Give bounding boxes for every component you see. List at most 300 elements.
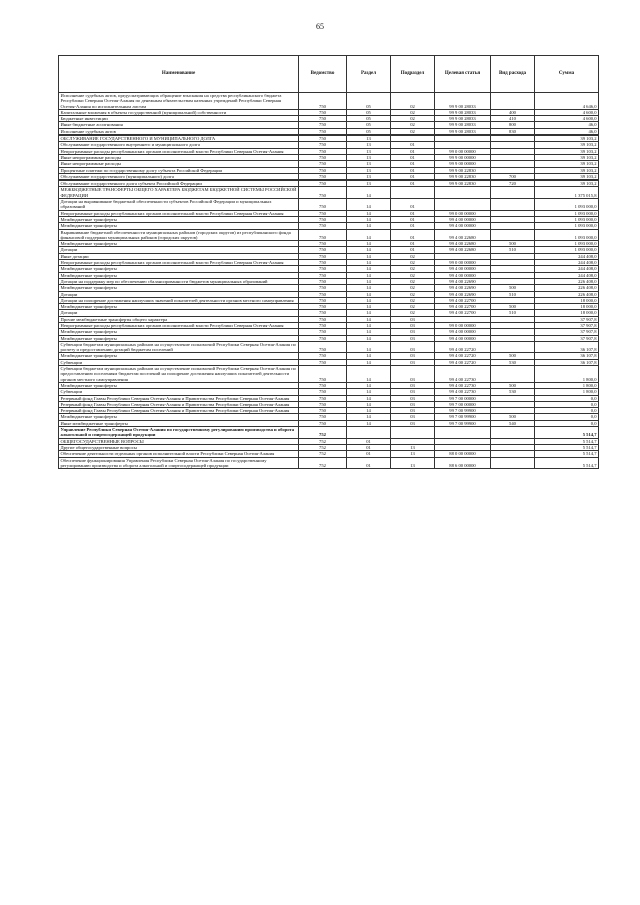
cell-name: Субвенции бюджетам муниципальных районов на осуществление полномочий Республики Северная Осетия-Алания по расчету и предоставлению дотаций бюджетам поселений [59, 341, 299, 353]
cell-subsection: 03 [391, 408, 435, 414]
cell-section: 05 [347, 93, 391, 110]
cell-target: 99 0 00 00000 [435, 260, 491, 266]
cell-subsection: 02 [391, 266, 435, 272]
cell-amount: 244 408,0 [535, 272, 599, 278]
cell-section: 13 [347, 136, 391, 142]
cell-subsection: 01 [391, 181, 435, 187]
cell-target: 99 4 00 22700 [435, 304, 491, 310]
cell-subsection: 03 [391, 341, 435, 353]
cell-subsection: 02 [391, 128, 435, 134]
cell-amount: 37 907,8 [535, 316, 599, 322]
cell-amount: 0,0 [535, 395, 599, 401]
cell-subsection: 03 [391, 420, 435, 426]
cell-amount: 37 907,8 [535, 335, 599, 341]
cell-amount: 39 103,2 [535, 148, 599, 154]
cell-target: 99 4 00 00000 [435, 216, 491, 222]
cell-amount: 39 103,2 [535, 181, 599, 187]
cell-ministry: 750 [299, 173, 347, 179]
cell-amount: 226 408,0 [535, 278, 599, 284]
cell-section: 14 [347, 353, 391, 359]
cell-target: 99 4 00 00000 [435, 272, 491, 278]
cell-amount: 36 107,8 [535, 353, 599, 359]
cell-target: 99 9 00 28033 [435, 116, 491, 122]
cell-name: Иные дотации [59, 253, 299, 259]
cell-subsection: 02 [391, 122, 435, 128]
cell-target: 99 9 00 28033 [435, 93, 491, 110]
cell-expense-type: 410 [491, 116, 535, 122]
cell-expense-type: 500 [491, 304, 535, 310]
cell-name: Обеспечение функционирования Управления Республики Северная Осетия-Алания по государственному регулированию производства и оборота алкогольной и спиртосодержащей продукции [59, 457, 299, 469]
cell-ministry: 750 [299, 199, 347, 211]
cell-target: 99 9 00 22830 [435, 167, 491, 173]
cell-section: 14 [347, 401, 391, 407]
cell-amount: 18 000,0 [535, 310, 599, 316]
cell-section: 14 [347, 253, 391, 259]
cell-subsection: 02 [391, 109, 435, 115]
cell-ministry: 750 [299, 241, 347, 247]
cell-subsection: 02 [391, 93, 435, 110]
cell-target: 99 4 00 22680 [435, 241, 491, 247]
cell-subsection: 02 [391, 253, 435, 259]
cell-subsection: 03 [391, 395, 435, 401]
cell-ministry: 750 [299, 316, 347, 322]
cell-section: 13 [347, 142, 391, 148]
cell-section: 14 [347, 223, 391, 229]
cell-name: Дотации на поддержку мер по обеспечению сбалансированности бюджетов муниципальных образований [59, 278, 299, 284]
cell-subsection: 02 [391, 310, 435, 316]
cell-amount: 1 093 000,0 [535, 199, 599, 211]
cell-name: Межбюджетные трансферты [59, 414, 299, 420]
cell-target: 99 4 00 22700 [435, 297, 491, 303]
cell-expense-type: 800 [491, 122, 535, 128]
cell-expense-type: 530 [491, 389, 535, 395]
cell-subsection: 01 [391, 241, 435, 247]
cell-amount: 244 408,0 [535, 253, 599, 259]
cell-target: 99 4 00 22720 [435, 341, 491, 353]
cell-target: 99 9 00 28033 [435, 128, 491, 134]
cell-amount: 5 514,7 [535, 427, 599, 439]
cell-section: 14 [347, 395, 391, 401]
cell-target: 99 4 00 22680 [435, 247, 491, 253]
table-row [59, 457, 599, 469]
cell-target: 99 4 00 22690 [435, 278, 491, 284]
cell-section: 14 [347, 420, 391, 426]
cell-section: 14 [347, 291, 391, 297]
cell-target: 88 6 00 00000 [435, 457, 491, 469]
cell-target: 99 0 00 00000 [435, 148, 491, 154]
cell-ministry: 750 [299, 266, 347, 272]
cell-expense-type: 700 [491, 173, 535, 179]
cell-section: 14 [347, 216, 391, 222]
cell-target: 99 4 00 22720 [435, 353, 491, 359]
cell-section: 14 [347, 260, 391, 266]
cell-amount: 39 103,2 [535, 154, 599, 160]
cell-subsection: 01 [391, 142, 435, 148]
cell-name: Иные непрограммные расходы [59, 154, 299, 160]
cell-section: 14 [347, 359, 391, 365]
cell-section: 14 [347, 278, 391, 284]
cell-ministry: 750 [299, 272, 347, 278]
cell-target: 99 4 00 00000 [435, 223, 491, 229]
cell-subsection: 13 [391, 451, 435, 457]
cell-name: Капитальные вложения в объекты государственной (муниципальной) собственности [59, 109, 299, 115]
cell-amount: 1 800,0 [535, 366, 599, 383]
cell-section: 14 [347, 266, 391, 272]
table-row [59, 93, 599, 110]
cell-section: 13 [347, 161, 391, 167]
cell-subsection: 01 [391, 161, 435, 167]
cell-target [435, 427, 491, 439]
cell-subsection: 03 [391, 389, 435, 395]
cell-ministry: 750 [299, 136, 347, 142]
cell-ministry: 750 [299, 187, 347, 199]
cell-section: 14 [347, 247, 391, 253]
cell-subsection: 03 [391, 401, 435, 407]
cell-name: Непрограммные расходы республиканских органов исполнительной власти Республики Северная Осетия-Алания [59, 260, 299, 266]
cell-section: 14 [347, 310, 391, 316]
cell-target: 99 9 00 22830 [435, 173, 491, 179]
cell-subsection: 03 [391, 329, 435, 335]
table-row [59, 187, 599, 199]
header-section: Раздел [347, 56, 391, 93]
cell-subsection: 01 [391, 229, 435, 241]
cell-ministry: 750 [299, 304, 347, 310]
cell-section: 13 [347, 148, 391, 154]
cell-name: Межбюджетные трансферты [59, 329, 299, 335]
cell-section: 14 [347, 304, 391, 310]
cell-expense-type: 530 [491, 359, 535, 365]
cell-target: 88 0 00 00000 [435, 451, 491, 457]
cell-amount: 37 907,8 [535, 322, 599, 328]
cell-name: Межбюджетные трансферты [59, 285, 299, 291]
cell-ministry: 750 [299, 142, 347, 148]
cell-amount: 36 107,8 [535, 359, 599, 365]
cell-name: Другие общегосударственные вопросы [59, 444, 299, 450]
cell-name: Обеспечение деятельности отдельных органов исполнительной власти Республики Северная Осетия-Алания [59, 451, 299, 457]
cell-name: Резервный фонд Главы Республики Северная Осетия-Алания и Правительства Республики Северная Осетия-Алания [59, 401, 299, 407]
cell-name: Исполнение судебных актов [59, 128, 299, 134]
cell-expense-type: 500 [491, 285, 535, 291]
cell-ministry: 750 [299, 310, 347, 316]
cell-name: Процентные платежи по государственному долгу субъекта Российской Федерации [59, 167, 299, 173]
cell-amount: 226 408,0 [535, 291, 599, 297]
cell-expense-type: 500 [491, 382, 535, 388]
header-expense-type: Вид расхода [491, 56, 535, 93]
cell-amount: 1 800,0 [535, 382, 599, 388]
cell-amount: 5 514,7 [535, 444, 599, 450]
cell-target: 99 4 00 22720 [435, 359, 491, 365]
cell-subsection: 02 [391, 116, 435, 122]
cell-subsection: 01 [391, 148, 435, 154]
cell-target: 99 4 00 22680 [435, 229, 491, 241]
cell-section: 13 [347, 154, 391, 160]
cell-section: 13 [347, 173, 391, 179]
cell-ministry: 750 [299, 128, 347, 134]
cell-amount: 0,0 [535, 414, 599, 420]
table-row [59, 427, 599, 439]
cell-amount: 39 103,2 [535, 161, 599, 167]
table-row [59, 366, 599, 383]
cell-name: ОБСЛУЖИВАНИЕ ГОСУДАРСТВЕННОГО И МУНИЦИПАЛЬНОГО ДОЛГА [59, 136, 299, 142]
cell-amount: 0,0 [535, 401, 599, 407]
cell-amount: 4 646,0 [535, 93, 599, 110]
cell-section: 14 [347, 335, 391, 341]
cell-ministry: 750 [299, 341, 347, 353]
cell-target: 99 9 00 00000 [435, 161, 491, 167]
cell-target: 99 7 00 00000 [435, 401, 491, 407]
cell-subsection: 01 [391, 199, 435, 211]
cell-target: 99 9 00 00000 [435, 154, 491, 160]
cell-target: 99 7 00 99900 [435, 408, 491, 414]
cell-expense-type: 510 [491, 310, 535, 316]
cell-subsection: 02 [391, 260, 435, 266]
cell-target: 99 4 00 22730 [435, 366, 491, 383]
cell-expense-type [491, 187, 535, 199]
cell-ministry: 750 [299, 154, 347, 160]
cell-subsection: 03 [391, 366, 435, 383]
cell-expense-type [491, 457, 535, 469]
cell-ministry: 750 [299, 359, 347, 365]
cell-target: 99 4 00 22690 [435, 291, 491, 297]
cell-subsection: 01 [391, 210, 435, 216]
cell-target: 99 9 00 22830 [435, 181, 491, 187]
cell-name: Иные бюджетные ассигнования [59, 122, 299, 128]
cell-amount: 39 103,2 [535, 142, 599, 148]
cell-name: Резервный фонд Главы Республики Северная Осетия-Алания и Правительства Республики Северная Осетия-Алания [59, 395, 299, 401]
cell-ministry: 750 [299, 382, 347, 388]
cell-amount: 4 600,0 [535, 116, 599, 122]
cell-ministry: 750 [299, 181, 347, 187]
cell-ministry: 750 [299, 285, 347, 291]
cell-amount: 0,0 [535, 408, 599, 414]
cell-ministry: 750 [299, 210, 347, 216]
cell-expense-type: 510 [491, 247, 535, 253]
cell-name: Дотации [59, 291, 299, 297]
cell-name: Межбюджетные трансферты [59, 266, 299, 272]
cell-section: 14 [347, 210, 391, 216]
cell-name: Межбюджетные трансферты [59, 304, 299, 310]
cell-subsection: 01 [391, 173, 435, 179]
cell-section: 05 [347, 116, 391, 122]
cell-ministry: 750 [299, 253, 347, 259]
cell-amount: 46,0 [535, 122, 599, 128]
cell-target [435, 199, 491, 211]
cell-ministry: 750 [299, 278, 347, 284]
cell-amount: 1 093 000,0 [535, 216, 599, 222]
cell-amount: 0,0 [535, 420, 599, 426]
cell-ministry: 750 [299, 401, 347, 407]
cell-expense-type: 400 [491, 109, 535, 115]
cell-target: 99 9 00 28033 [435, 122, 491, 128]
cell-ministry: 750 [299, 297, 347, 303]
cell-name: Межбюджетные трансферты [59, 382, 299, 388]
cell-ministry: 750 [299, 395, 347, 401]
cell-name: Управление Республики Северная Осетия-Алания по государственному регулированию производства и оборота алкогольной и спиртосодержащей продукции [59, 427, 299, 439]
cell-ministry: 750 [299, 109, 347, 115]
cell-expense-type: 500 [491, 241, 535, 247]
header-target: Целевая статья [435, 56, 491, 93]
cell-name: ОБЩЕГОСУДАРСТВЕННЫЕ ВОПРОСЫ [59, 438, 299, 444]
cell-section: 14 [347, 322, 391, 328]
cell-target: 99 7 00 99900 [435, 414, 491, 420]
cell-amount: 18 000,0 [535, 297, 599, 303]
cell-ministry: 750 [299, 389, 347, 395]
cell-name: Дотации на поощрение достижения наилучших значений показателей деятельности органов местного самоуправления [59, 297, 299, 303]
cell-name: Межбюджетные трансферты [59, 241, 299, 247]
cell-subsection: 03 [391, 335, 435, 341]
cell-target: 99 4 00 22730 [435, 389, 491, 395]
cell-ministry: 750 [299, 291, 347, 297]
cell-expense-type [491, 427, 535, 439]
cell-name: Обслуживание государственного внутреннего и муниципального долга [59, 142, 299, 148]
cell-section: 14 [347, 297, 391, 303]
cell-name: МЕЖБЮДЖЕТНЫЕ ТРАНСФЕРТЫ ОБЩЕГО ХАРАКТЕРА БЮДЖЕТАМ БЮДЖЕТНОЙ СИСТЕМЫ РОССИЙСКОЙ ФЕДЕРАЦИИ [59, 187, 299, 199]
cell-subsection: 02 [391, 272, 435, 278]
cell-section [347, 427, 391, 439]
cell-section: 13 [347, 181, 391, 187]
cell-amount: 244 408,0 [535, 266, 599, 272]
cell-amount: 36 107,8 [535, 341, 599, 353]
cell-target: 99 4 00 00000 [435, 266, 491, 272]
cell-name: Межбюджетные трансферты [59, 335, 299, 341]
cell-target: 99 7 00 00000 [435, 395, 491, 401]
cell-ministry: 750 [299, 93, 347, 110]
cell-subsection: 01 [391, 247, 435, 253]
cell-subsection: 13 [391, 444, 435, 450]
cell-section: 05 [347, 128, 391, 134]
cell-ministry: 750 [299, 216, 347, 222]
cell-name: Резервный фонд Главы Республики Северная Осетия-Алания и Правительства Республики Северная Осетия-Алания [59, 408, 299, 414]
cell-subsection: 03 [391, 414, 435, 420]
cell-ministry: 750 [299, 260, 347, 266]
cell-ministry: 750 [299, 247, 347, 253]
cell-name: Иные межбюджетные трансферты [59, 420, 299, 426]
cell-amount: 39 103,2 [535, 173, 599, 179]
cell-section: 14 [347, 241, 391, 247]
cell-subsection [391, 187, 435, 199]
cell-expense-type: 830 [491, 128, 535, 134]
cell-subsection: 02 [391, 304, 435, 310]
cell-amount: 46,0 [535, 128, 599, 134]
cell-name: Дотации [59, 247, 299, 253]
cell-section: 14 [347, 414, 391, 420]
cell-ministry: 752 [299, 438, 347, 444]
cell-target: 99 9 00 28033 [435, 109, 491, 115]
cell-ministry: 750 [299, 148, 347, 154]
cell-amount: 4 600,0 [535, 109, 599, 115]
table-row [59, 229, 599, 241]
cell-ministry: 750 [299, 408, 347, 414]
cell-ministry: 750 [299, 322, 347, 328]
cell-amount: 1 093 000,0 [535, 241, 599, 247]
cell-expense-type [491, 199, 535, 211]
cell-amount: 1 093 000,0 [535, 229, 599, 241]
cell-name: Выравнивание бюджетной обеспеченности муниципальных районов (городских округов) из республиканского фонда финансовой поддержки муниципальных районов (городских округов) [59, 229, 299, 241]
cell-amount: 5 514,7 [535, 451, 599, 457]
cell-ministry: 752 [299, 451, 347, 457]
cell-amount: 226 408,0 [535, 285, 599, 291]
cell-amount: 1 093 000,0 [535, 210, 599, 216]
cell-name: Непрограммные расходы республиканских органов исполнительной власти Республики Северная Осетия-Алания [59, 148, 299, 154]
cell-name: Субвенции [59, 359, 299, 365]
cell-name: Дотации на выравнивание бюджетной обеспеченности субъектов Российской Федерации и муниципальных образований [59, 199, 299, 211]
cell-expense-type: 540 [491, 420, 535, 426]
cell-subsection: 03 [391, 353, 435, 359]
cell-name: Исполнение судебных актов, предусматривающих обращение взыскания на средства республиканского бюджета Республики Северная Осетия-Алания по денежным обязательствам казенных учреждений Республики Северная Осетия-Алания по исполнительным листам [59, 93, 299, 110]
cell-section: 14 [347, 187, 391, 199]
cell-ministry: 752 [299, 444, 347, 450]
cell-expense-type: 500 [491, 353, 535, 359]
cell-section: 13 [347, 167, 391, 173]
cell-name: Межбюджетные трансферты [59, 223, 299, 229]
cell-ministry: 750 [299, 420, 347, 426]
cell-ministry: 750 [299, 116, 347, 122]
header-ministry: Ведомство [299, 56, 347, 93]
cell-amount: 18 000,0 [535, 304, 599, 310]
cell-subsection: 02 [391, 285, 435, 291]
cell-subsection: 01 [391, 223, 435, 229]
header-amount: Сумма [535, 56, 599, 93]
cell-ministry: 752 [299, 457, 347, 469]
cell-ministry: 752 [299, 427, 347, 439]
cell-subsection: 13 [391, 457, 435, 469]
cell-target [435, 187, 491, 199]
cell-amount: 1 093 000,0 [535, 247, 599, 253]
cell-name: Межбюджетные трансферты [59, 272, 299, 278]
cell-ministry: 750 [299, 161, 347, 167]
cell-expense-type [491, 229, 535, 241]
cell-expense-type [491, 341, 535, 353]
cell-target: 99 4 00 00000 [435, 335, 491, 341]
cell-subsection: 01 [391, 167, 435, 173]
cell-amount: 1 093 000,0 [535, 223, 599, 229]
cell-name: Дотации [59, 310, 299, 316]
cell-section: 01 [347, 438, 391, 444]
cell-name: Межбюджетные трансферты [59, 216, 299, 222]
cell-name: Непрограммные расходы республиканских органов исполнительной власти Республики Северная Осетия-Алания [59, 322, 299, 328]
cell-expense-type: 510 [491, 291, 535, 297]
cell-section: 14 [347, 316, 391, 322]
cell-section: 05 [347, 122, 391, 128]
cell-subsection: 03 [391, 322, 435, 328]
page-number: 65 [316, 22, 324, 31]
cell-target: 99 4 00 22730 [435, 382, 491, 388]
cell-name: Субвенции [59, 389, 299, 395]
cell-name: Субвенции бюджетам муниципальных районов на осуществление полномочий Республики Северная Осетия-Алания по предоставлению поселениям бюджетам поселений на поощрение достижения наилучших показателей деятельности органов местного самоуправления [59, 366, 299, 383]
cell-ministry: 750 [299, 335, 347, 341]
cell-section: 01 [347, 457, 391, 469]
header-subsection: Подраздел [391, 56, 435, 93]
cell-amount: 1 800,0 [535, 389, 599, 395]
cell-section: 01 [347, 444, 391, 450]
cell-section: 14 [347, 329, 391, 335]
cell-section: 05 [347, 109, 391, 115]
cell-name: Бюджетные инвестиции [59, 116, 299, 122]
cell-subsection: 02 [391, 297, 435, 303]
cell-subsection: 03 [391, 382, 435, 388]
cell-target: 99 4 00 22690 [435, 285, 491, 291]
cell-name: Непрограммные расходы республиканских органов исполнительной власти Республики Северная Осетия-Алания [59, 210, 299, 216]
cell-section: 14 [347, 285, 391, 291]
cell-amount: 39 103,2 [535, 136, 599, 142]
cell-section: 14 [347, 408, 391, 414]
table-row [59, 341, 599, 353]
cell-expense-type [491, 93, 535, 110]
cell-section: 14 [347, 229, 391, 241]
cell-subsection: 02 [391, 291, 435, 297]
cell-ministry: 750 [299, 229, 347, 241]
cell-name: Межбюджетные трансферты [59, 353, 299, 359]
